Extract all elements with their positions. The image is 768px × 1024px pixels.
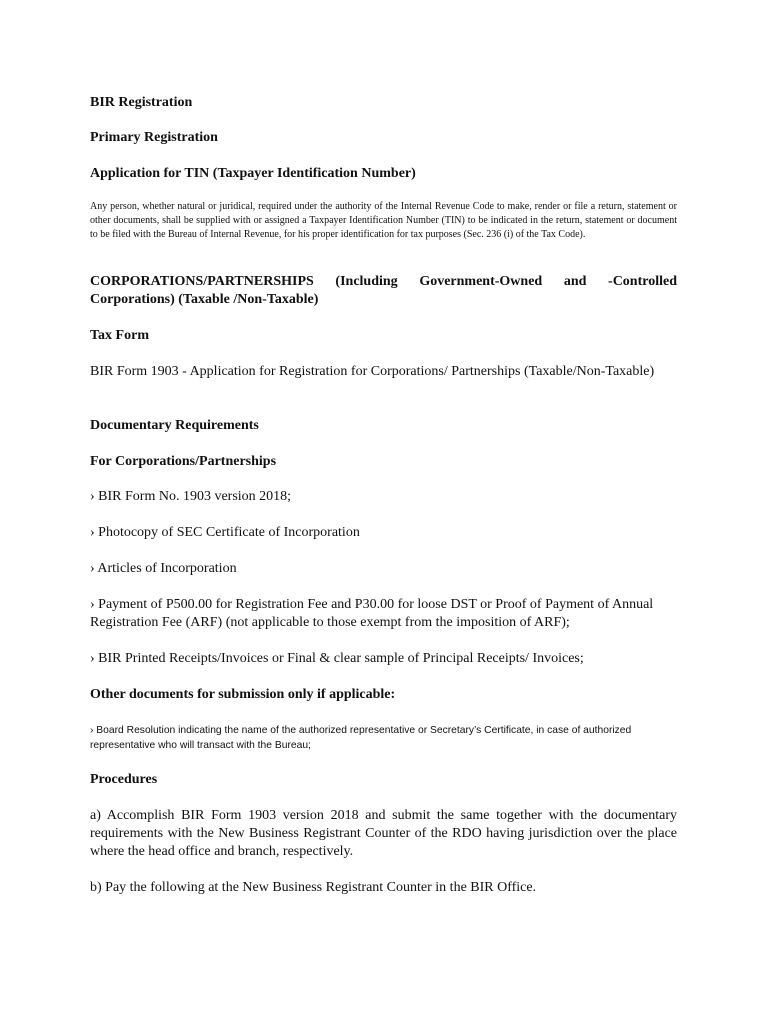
- requirement-item: › BIR Form No. 1903 version 2018;: [90, 489, 292, 504]
- paragraph-tin-definition: Any person, whether natural or juridical, required under the authority of the Internal Revenue Code to make, render or file a return, statement or other documents, shall be supplied with or assigned a Taxpayer Identification Number (TIN) to be indicated in the return, statement or document to be filed with the Bureau of Internal Revenue, for his proper identification for tax purposes (Sec. 236 (i) of the Tax Code).: [90, 201, 677, 240]
- heading-documentary-requirements: Documentary Requirements: [90, 418, 259, 433]
- heading-application-tin: Application for TIN (Taxpayer Identification Number): [90, 166, 416, 181]
- heading-other-documents: Other documents for submission only if applicable:: [90, 687, 396, 702]
- heading-tax-form: Tax Form: [90, 328, 149, 343]
- heading-procedures: Procedures: [90, 772, 158, 787]
- heading-primary-registration: Primary Registration: [90, 130, 218, 145]
- heading-corporations-partnerships: CORPORATIONS/PARTNERSHIPS (Including Government-Owned and -Controlled Corporations) (Taxable /Non-Taxable): [90, 274, 677, 307]
- paragraph-tax-form: BIR Form 1903 - Application for Registration for Corporations/ Partnerships (Taxable/Non-Taxable): [90, 364, 655, 379]
- other-document-item: › Board Resolution indicating the name of the authorized representative or Secretary’s Certificate, in case of authorized representative who will transact with the Bureau;: [90, 725, 632, 751]
- heading-bir-registration: BIR Registration: [90, 95, 193, 110]
- procedure-step-b: b) Pay the following at the New Business Registrant Counter in the BIR Office.: [90, 880, 537, 895]
- procedure-step-a: a) Accomplish BIR Form 1903 version 2018 and submit the same together with the documentary requirements with the New Business Registrant Counter of the RDO having jurisdiction over the place where the head office and branch, respectively.: [90, 808, 677, 859]
- heading-for-corporations: For Corporations/Partnerships: [90, 454, 277, 469]
- requirement-item: › Photocopy of SEC Certificate of Incorporation: [90, 525, 360, 540]
- requirement-item: › Payment of P500.00 for Registration Fee and P30.00 for loose DST or Proof of Payment of Annual Registration Fee (ARF) (not applicable to those exempt from the imposition of ARF);: [90, 597, 654, 630]
- requirement-item: › Articles of Incorporation: [90, 561, 237, 576]
- requirement-item: › BIR Printed Receipts/Invoices or Final & clear sample of Principal Receipts/ Invoices;: [90, 651, 584, 666]
